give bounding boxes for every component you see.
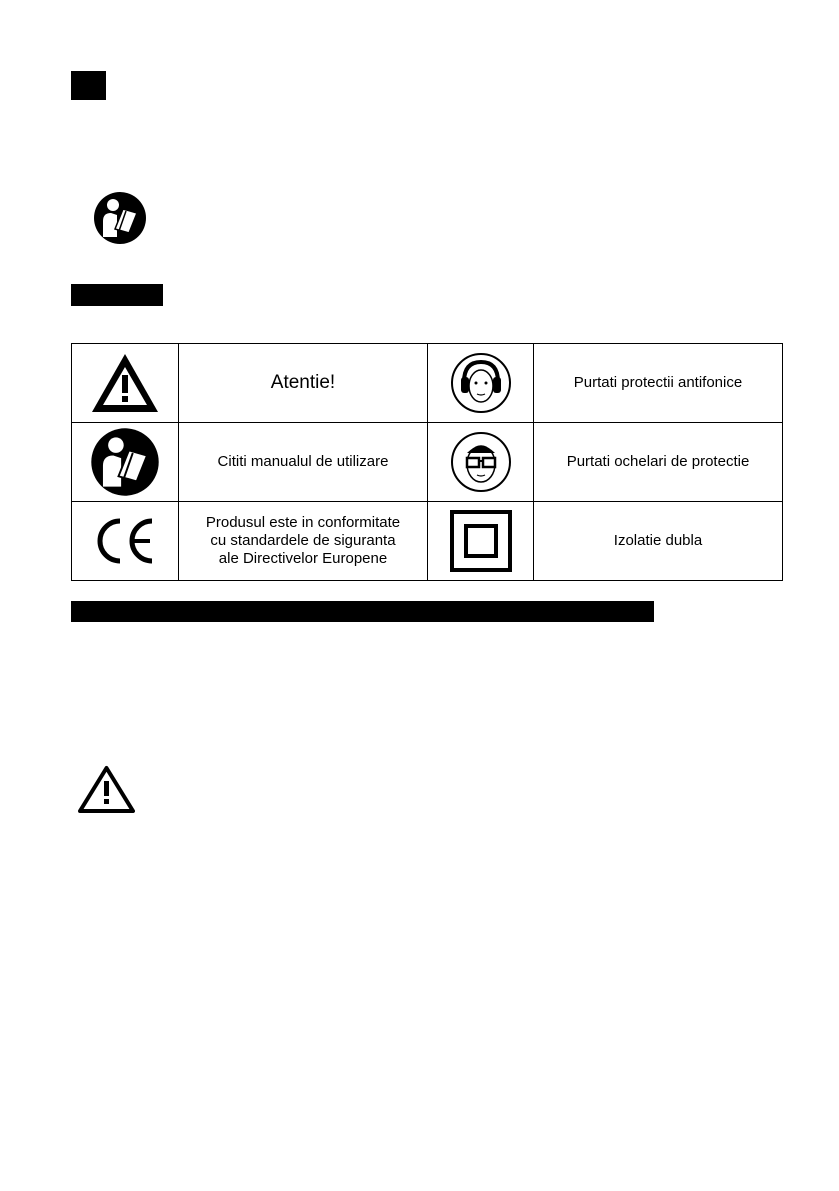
heading-bar-1 [71, 71, 106, 100]
symbol-label: Izolatie dubla [534, 502, 783, 581]
read-manual-icon [93, 191, 147, 245]
table-row [72, 344, 783, 423]
heading-bar-3 [71, 601, 654, 622]
symbol-label: Produsul este in conformitate cu standardele de siguranta ale Directivelor Europene [179, 502, 428, 581]
table-row [72, 423, 783, 502]
heading-bar-2 [71, 284, 163, 306]
table-row [72, 502, 783, 581]
safety-glasses-icon [428, 423, 534, 502]
symbol-label: Purtati protectii antifonice [534, 344, 783, 423]
double-insulation-icon [428, 502, 534, 581]
warning-triangle-icon [72, 344, 179, 423]
ce-mark-icon [72, 502, 179, 581]
read-manual-icon [72, 423, 179, 502]
symbol-label: Cititi manualul de utilizare [179, 423, 428, 502]
symbols-table [71, 343, 783, 581]
symbol-label: Purtati ochelari de protectie [534, 423, 783, 502]
symbol-label: Atentie! [179, 344, 428, 423]
ear-protection-icon [428, 344, 534, 423]
warning-triangle-icon [78, 765, 135, 813]
